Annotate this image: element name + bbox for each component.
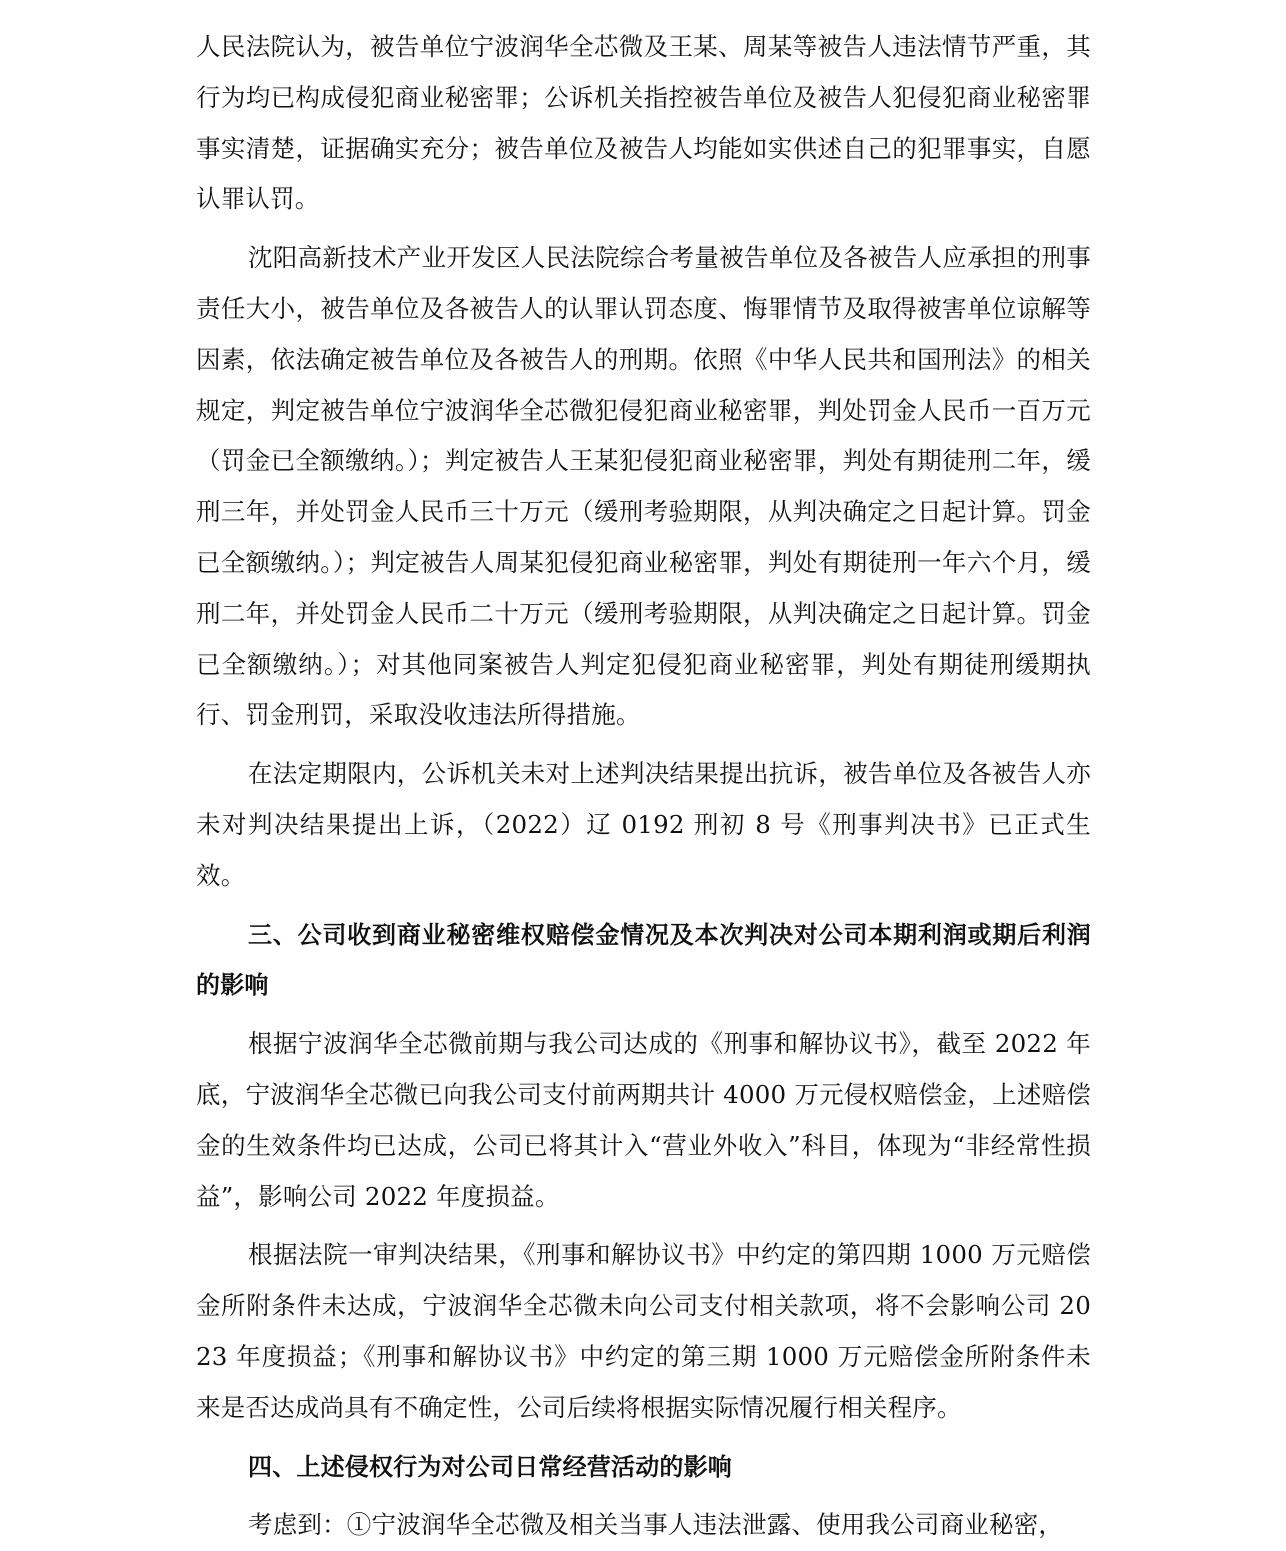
section-heading-3: 三、公司收到商业秘密维权赔偿金情况及本次判决对公司本期利润或期后利润的影响 [196, 920, 1091, 1000]
document-page [196, 22, 1091, 1551]
paragraph-sentencing: 沈阳高新技术产业开发区人民法院综合考量被告单位及各被告人应承担的刑事责任大小，被告单位及各被告人的认罪认罚态度、悔罪情节及取得被害单位谅解等因素，依法确定被告单位及各被告人的刑期。依照《中华人民共和国刑法》的相关规定，判定被告单位宁波润华全芯微犯侵犯商业秘密罪，判处罚金人民币一百万元（罚金已全额缴纳。）；判定被告人王某犯侵犯商业秘密罪，判处有期徒刑二年，缓刑三年，并处罚金人民币三十万元（缓刑考验期限，从判决确定之日起计算。罚金已全额缴纳。）；判定被告人周某犯侵犯商业秘密罪，判处有期徒刑一年六个月，缓刑二年，并处罚金人民币二十万元（缓刑考验期限，从判决确定之日起计算。罚金已全额缴纳。）；对其他同案被告人判定犯侵犯商业秘密罪，判处有期徒刑缓期执行、罚金刑罚，采取没收违法所得措施。 [196, 243, 1091, 730]
paragraph-compensation-received: 根据宁波润华全芯微前期与我公司达成的《刑事和解协议书》，截至 2022 年底，宁波润华全芯微已向我公司支付前两期共计 4000 万元侵权赔偿金，上述赔偿金的生效条件均已达成，公司已将其计入“营业外收入”科目，体现为“非经常性损益”，影响公司 2022 年度损益。 [196, 1029, 1091, 1211]
paragraph-court-finding: 人民法院认为，被告单位宁波润华全芯微及王某、周某等被告人违法情节严重，其行为均已构成侵犯商业秘密罪；公诉机关指控被告单位及被告人犯侵犯商业秘密罪事实清楚，证据确实充分；被告单位及被告人均能如实供述自己的犯罪事实，自愿认罪认罚。 [196, 32, 1091, 214]
paragraph-judgment-effective: 在法定期限内，公诉机关未对上述判决结果提出抗诉，被告单位及各被告人亦未对判决结果提出上诉，（2022）辽 0192 刑初 8 号《刑事判决书》已正式生效。 [196, 759, 1091, 890]
paragraph-considerations: 考虑到：①宁波润华全芯微及相关当事人违法泄露、使用我公司商业秘密， [248, 1510, 1064, 1540]
paragraph-compensation-outstanding: 根据法院一审判决结果，《刑事和解协议书》中约定的第四期 1000 万元赔偿金所附条件未达成，宁波润华全芯微未向公司支付相关款项，将不会影响公司 2023 年度损益；《刑事和解协议书》中约定的第三期 1000 万元赔偿金所附条件未来是否达成尚具有不确定性，公司后续将根据实际情况履行相关程序。 [196, 1240, 1091, 1422]
section-heading-4: 四、上述侵权行为对公司日常经营活动的影响 [248, 1452, 732, 1481]
